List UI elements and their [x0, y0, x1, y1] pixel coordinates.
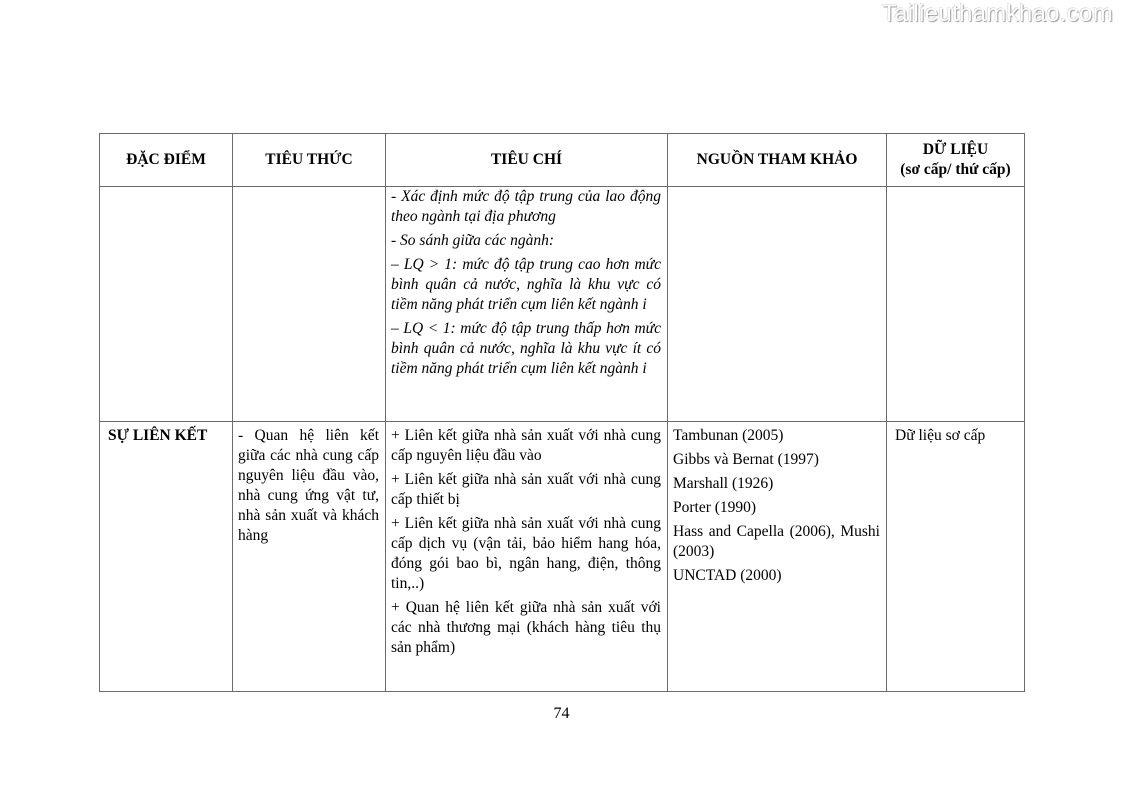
cell-nguon-tham-khao: [668, 422, 887, 692]
header-tieu-thuc: TIÊU THỨC: [233, 134, 386, 187]
cell-du-lieu: [887, 187, 1025, 422]
cell-tieu-thuc: [233, 187, 386, 422]
criteria-item: + Liên kết giữa nhà sản xuất với nhà cung cấp thiết bị: [391, 471, 661, 508]
characteristic-label: SỰ LIÊN KẾT: [108, 427, 208, 444]
criteria-item: - Xác định mức độ tập trung của lao động theo ngành tại địa phương: [391, 188, 661, 225]
header-du-lieu-subtitle: (sơ cấp/ thứ cấp): [900, 161, 1011, 178]
header-nguon-tham-khao: NGUỒN THAM KHẢO: [668, 134, 887, 187]
cell-nguon-tham-khao: [668, 187, 887, 422]
watermark: Tailieuthamkhao.com: [881, 0, 1113, 27]
cell-tieu-chi: [386, 187, 668, 422]
reference-item: Porter (1990): [673, 499, 757, 516]
header-du-lieu: [887, 134, 1025, 187]
table-row: [100, 422, 1025, 692]
header-du-lieu-title: DỮ LIỆU: [922, 141, 989, 158]
criteria-item: + Liên kết giữa nhà sản xuất với nhà cung cấp dịch vụ (vận tải, bảo hiểm hang hóa, đóng gói bao bì, ngân hang, điện, thông tin,..): [391, 515, 661, 592]
table-row: [100, 187, 1025, 422]
header-dac-diem: ĐẶC ĐIỂM: [100, 134, 233, 187]
reference-item: Marshall (1926): [673, 475, 774, 492]
table-header-row: [100, 134, 1025, 187]
criteria-table: [99, 133, 1025, 692]
cell-tieu-chi: [386, 422, 668, 692]
page-number: 74: [553, 705, 570, 722]
criteria-item: – LQ < 1: mức độ tập trung thấp hơn mức bình quân cả nước, nghĩa là khu vực ít có tiềm năng phát triển cụm liên kết ngành i: [391, 320, 661, 377]
criterion-basis: - Quan hệ liên kết giữa các nhà cung cấp nguyên liệu đầu vào, nhà cung ứng vật tư, nhà sản xuất và khách hàng: [238, 427, 379, 544]
cell-dac-diem: [100, 422, 233, 692]
reference-item: Gibbs và Bernat (1997): [673, 451, 819, 468]
criteria-item: - So sánh giữa các ngành:: [391, 232, 554, 249]
header-tieu-chi: TIÊU CHÍ: [386, 134, 668, 187]
cell-tieu-thuc: [233, 422, 386, 692]
reference-item: Tambunan (2005): [673, 427, 784, 444]
reference-item: UNCTAD (2000): [673, 567, 782, 584]
criteria-item: – LQ > 1: mức độ tập trung cao hơn mức bình quân cả nước, nghĩa là khu vực có tiềm năng phát triển cụm liên kết ngành i: [391, 256, 661, 313]
reference-item: Hass and Capella (2006), Mushi (2003): [673, 523, 880, 560]
cell-du-lieu: [887, 422, 1025, 692]
criteria-item: + Liên kết giữa nhà sản xuất với nhà cung cấp nguyên liệu đầu vào: [391, 427, 661, 464]
criteria-item: + Quan hệ liên kết giữa nhà sản xuất với các nhà thương mại (khách hàng tiêu thụ sản phẩm): [391, 599, 661, 656]
data-type: Dữ liệu sơ cấp: [895, 427, 986, 444]
cell-dac-diem: [100, 187, 233, 422]
